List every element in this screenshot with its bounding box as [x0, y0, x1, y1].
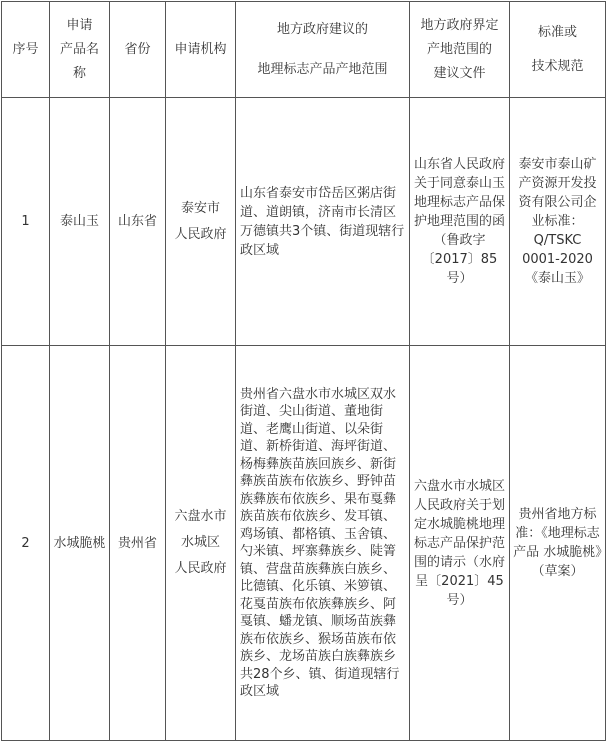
table-row — [2, 346, 606, 741]
header-standard: 标准或 技术规范 — [510, 2, 606, 98]
header-province: 省份 — [110, 2, 166, 98]
cell-document: 山东省人民政府关于同意泰山玉地理标志产品保护地理范围的函（鲁政字〔2017〕85号） — [410, 98, 510, 346]
header-seq: 序号 — [2, 2, 50, 98]
cell-seq: 2 — [2, 346, 50, 741]
header-row — [2, 2, 606, 98]
cell-agency: 泰安市 人民政府 — [166, 98, 236, 346]
header-document: 地方政府界定 产地范围的 建议文件 — [410, 2, 510, 98]
cell-standard: 泰安市泰山矿产资源开发投资有限公司企业标准：Q/TSKC 0001-2020《泰山玉》 — [510, 98, 606, 346]
geographical-indication-table — [1, 1, 606, 741]
cell-document: 六盘水市水城区人民政府关于划定水城脆桃地理标志产品保护范围的请示（水府呈〔2021〕45号） — [410, 346, 510, 741]
cell-agency: 六盘水市 水城区 人民政府 — [166, 346, 236, 741]
cell-seq: 1 — [2, 98, 50, 346]
table-row — [2, 98, 606, 346]
cell-province: 贵州省 — [110, 346, 166, 741]
cell-province: 山东省 — [110, 98, 166, 346]
cell-scope: 贵州省六盘水市水城区双水街道、尖山街道、董地街道、老鹰山街道、以朵街道、新桥街道、海坪街道、杨梅彝族苗族回族乡、新街彝族苗族布依族乡、野钟苗族彝族布依族乡、果布戛彝族苗族布依族乡、发耳镇、鸡场镇、都格镇、玉舍镇、勺米镇、坪寨彝族乡、陡箐镇、营盘苗族彝族白族乡、比德镇、化乐镇、米箩镇、花戛苗族布依族彝族乡、阿戛镇、蟠龙镇、顺场苗族彝族布依族乡、猴场苗族布依族乡、龙场苗族白族彝族乡共28个乡、镇、街道现辖行政区域 — [236, 346, 410, 741]
cell-product-name: 泰山玉 — [50, 98, 110, 346]
header-product-name: 申请 产品名 称 — [50, 2, 110, 98]
header-scope: 地方政府建议的 地理标志产品产地范围 — [236, 2, 410, 98]
cell-standard: 贵州省地方标准：《地理标志产品 水城脆桃》（草案） — [510, 346, 606, 741]
cell-scope: 山东省泰安市岱岳区粥店街道、道朗镇，济南市长清区万德镇共3个镇、街道现辖行政区域 — [236, 98, 410, 346]
cell-product-name: 水城脆桃 — [50, 346, 110, 741]
header-agency: 申请机构 — [166, 2, 236, 98]
